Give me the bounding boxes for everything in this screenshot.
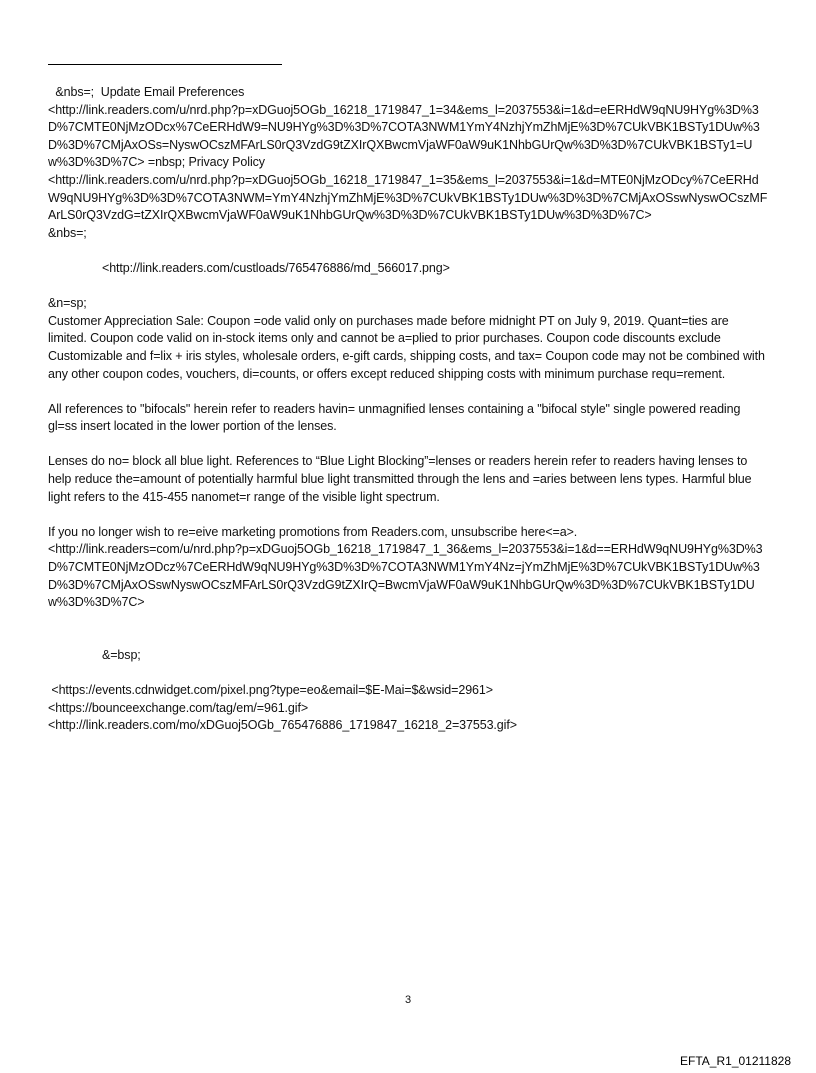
bounceexchange-url: <https://bounceexchange.com/tag/em/=961.gif> [48,700,309,715]
sale-terms-paragraph: Customer Appreciation Sale: Coupon =ode valid only on purchases made before midnight PT on July 9, 2019. Quant=ties are limited. Coupon code valid on in-stock items only and cannot be a=plied to prior purchases. Coupon code discounts exclude Customizable and f=lix + iris styles, wholesale orders, e-gift cards, shipping costs, and tax= Coupon code may not be combined with any other coupon codes, vouchers, di=counts, or offers except reduced shipping costs with minimum purchase requ=rement. [48,313,769,381]
page-number: 3 [404,994,412,1006]
blue-light-disclaimer-paragraph: Lenses do no= block all blue light. References to “Blue Light Blocking”=lenses or readers herein refer to readers having lenses to help reduce the=amount of potentially harmful blue light transmitted through the lens and =aries between lens types. Harmful blue light refers to the 415-455 nanomet=r range of the visible light spectrum. [48,454,755,504]
nbsp-marker: &n=sp; [48,296,87,311]
update-email-preferences-label: &nbs=; Update Email Preferences [52,85,245,99]
email-body [48,84,770,735]
blank-line [48,506,770,524]
blank-line [48,612,770,630]
blank-line [48,278,770,296]
blank-line [48,383,770,401]
update-email-preferences-url: <http://link.readers.com/u/nrd.php?p=xDGuoj5OGb_16218_1719847_1=34&ems_l=2037553&i=1&d=eERHdW9qNU9HYg%3D%3D%7CMTE0NjMzODcx%7CeERHdW9=NU9HYg%3D%3D%7COTA3NWM1YmY4NzhjYmZhMjE%3D%7CUkVBK1BSTy1DUw%3D%3D%7CMjAxOSs=NyswOCszMFArLS0rQ3VzdG9tZXIrQXBwcmVjaWF0aW9uK1NhbGUrQw%3D%3D%7CUkVBK1BSTy1=Uw%3D%3D%7C> =nbsp; Privacy Policy [48,102,760,170]
nbsp-marker-line: &nbs=; [48,225,87,240]
custloads-image-url: <http://link.readers.com/custloads/765476886/md_566017.png> [102,260,450,275]
unsubscribe-text: If you no longer wish to re=eive marketing promotions from Readers.com, unsubscribe here<=a>. [48,524,578,539]
bsp-marker: &=bsp; [102,648,141,662]
blank-line [48,629,770,647]
unsubscribe-url: <http://link.readers=com/u/nrd.php?p=xDGuoj5OGb_16218_1719847_1_36&ems_l=2037553&i=1&d==ERHdW9qNU9HYg%3D%3D%7CMTE0NjMzODcz%7CeERHdW9qNU9HYg%3D%3D%7COTA3NWM1YmY4Nz=jYmZhMjE%3D%7CUkVBK1BSTy1DUw%3D%3D%7CMjAxOSswNyswOCszMFArLS0rQ3VzdG9tZXIrQ=BwcmVjaWF0aW9uK1NhbGUrQw%3D%3D%7CUkVBK1BSTy1DUw%3D%3D%7C> [48,542,763,610]
privacy-policy-url: <http://link.readers.com/u/nrd.php?p=xDGuoj5OGb_16218_1719847_1=35&ems_l=2037553&i=1&d=MTE0NjMzODcy%7CeERHdW9qNU9HYg%3D%3D%7COTA3NWM=YmY4NzhjYmZhMjE%3D%7CUkVBK1BSTy1DUw%3D%3D%7CMjAxOSswNyswOCszMFArLS0rQ3VzdG=tZXIrQXBwcmVjaWF0aW9uK1NhbGUrQw%3D%3D%7CUkVBK1BSTy1DUw%3D%3D%7C> [48,172,768,223]
footnote-separator-rule [48,64,282,65]
bifocals-disclaimer-paragraph: All references to "bifocals" herein refer to readers havin= unmagnified lenses containing a "bifocal style" single powered reading gl=ss insert located in the lower portion of the lenses. [48,401,744,434]
readers-mo-gif-url: <http://link.readers.com/mo/xDGuoj5OGb_765476886_1719847_16218_2=37553.gif> [48,718,517,733]
blank-line [48,242,770,260]
tracking-pixel-url: <https://events.cdnwidget.com/pixel.png?type=eo&email=$E-Mai=$&wsid=2961> [48,683,493,698]
blank-line [48,665,770,683]
document-id-stamp: EFTA_R1_01211828 [680,1054,791,1068]
blank-line [48,436,770,454]
